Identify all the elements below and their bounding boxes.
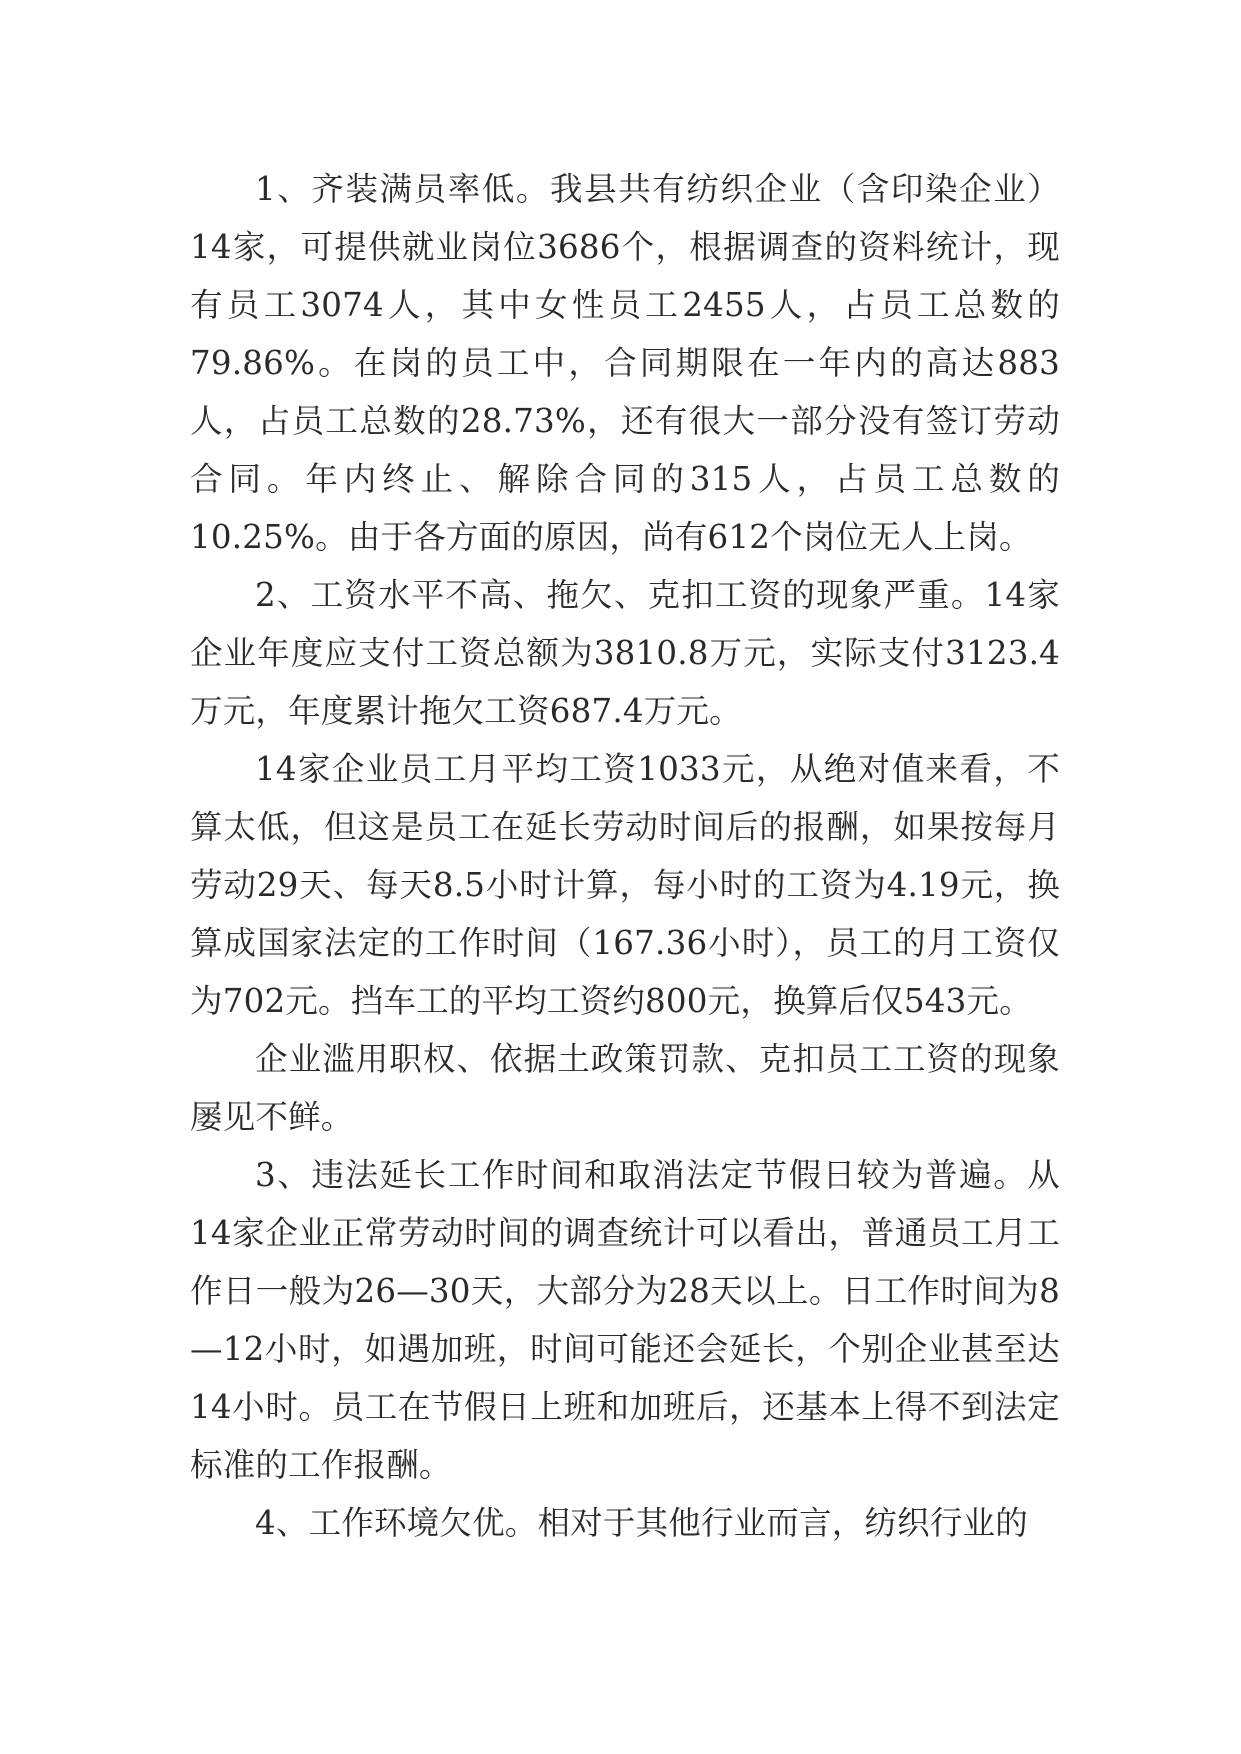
paragraph-working-hours: 3、违法延长工作时间和取消法定节假日较为普遍。从14家企业正常劳动时间的调查统计可以看出，普通员工月工作日一般为26—30天，大部分为28天以上。日工作时间为8—12小时，如遇加班，时间可能还会延长，个别企业甚至达14小时。员工在节假日上班和加班后，还基本上得不到法定标准的工作报酬。	[190, 1156, 1060, 1484]
paragraph-staffing-rate: 1、齐装满员率低。我县共有纺织企业（含印染企业）14家，可提供就业岗位3686个，根据调查的资料统计，现有员工3074人，其中女性员工2455人，占员工总数的79.86%。在岗的员工中，合同期限在一年内的高达883人，占员工总数的28.73%，还有很大一部分没有签订劳动合同。年内终止、解除合同的315人，占员工总数的10.25%。由于各方面的原因，尚有612个岗位无人上岗。	[190, 170, 1060, 556]
paragraph-abuse-of-power: 企业滥用职权、依据土政策罚款、克扣员工工资的现象屡见不鲜。	[190, 1040, 1060, 1136]
document-body	[190, 160, 1060, 1552]
paragraph-average-wage: 14家企业员工月平均工资1033元，从绝对值来看，不算太低，但这是员工在延长劳动时间后的报酬，如果按每月劳动29天、每天8.5小时计算，每小时的工资为4.19元，换算成国家法定的工作时间（167.36小时），员工的月工资仅为702元。挡车工的平均工资约800元，换算后仅543元。	[190, 750, 1060, 1020]
paragraph-work-environment: 4、工作环境欠优。相对于其他行业而言，纺织行业的	[255, 1504, 1028, 1542]
paragraph-wage-arrears: 2、工资水平不高、拖欠、克扣工资的现象严重。14家企业年度应支付工资总额为3810.8万元，实际支付3123.4万元，年度累计拖欠工资687.4万元。	[190, 576, 1060, 730]
